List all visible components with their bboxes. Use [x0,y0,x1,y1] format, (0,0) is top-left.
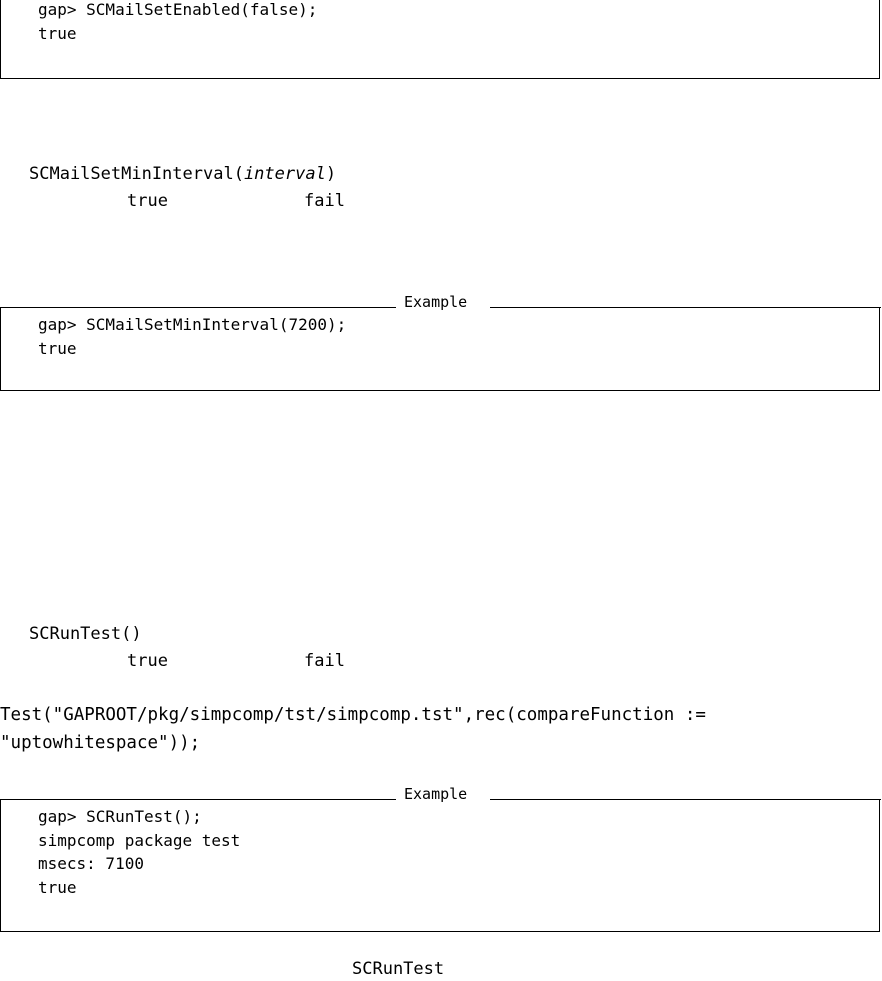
function-signature-scruntest: SCRunTest() [29,624,142,644]
return-true: true [127,191,168,211]
function-close: ) [325,164,337,184]
test-call-line-2: "uptowhitespace")); [0,733,201,753]
example-box-2 [0,307,880,391]
test-call-line-1: Test("GAPROOT/pkg/simpcomp/tst/simpcomp.tst",rec(compareFunction := [0,705,706,725]
function-argument: interval [243,164,326,184]
code-line: true [38,877,77,897]
code-line: true [38,23,77,43]
code-line: msecs: 7100 [38,854,144,873]
footer-caption: SCRunTest [352,959,445,979]
code-line: gap> SCMailSetMinInterval(7200); [38,315,347,334]
code-line: gap> SCMailSetEnabled(false); [38,0,318,19]
function-name: SCMailSetMinInterval( [29,164,244,184]
example-label: Example [396,293,475,311]
function-signature-scmailsetmininterval [29,163,336,186]
example-box-3 [0,799,880,932]
example-box-1 [0,0,880,79]
return-true: true [127,651,168,671]
return-fail: fail [304,651,345,671]
code-line: true [38,338,77,358]
code-line: gap> SCRunTest(); [38,807,202,826]
code-line: simpcomp package test [38,830,241,850]
example-label: Example [396,785,475,803]
return-fail: fail [304,191,345,211]
